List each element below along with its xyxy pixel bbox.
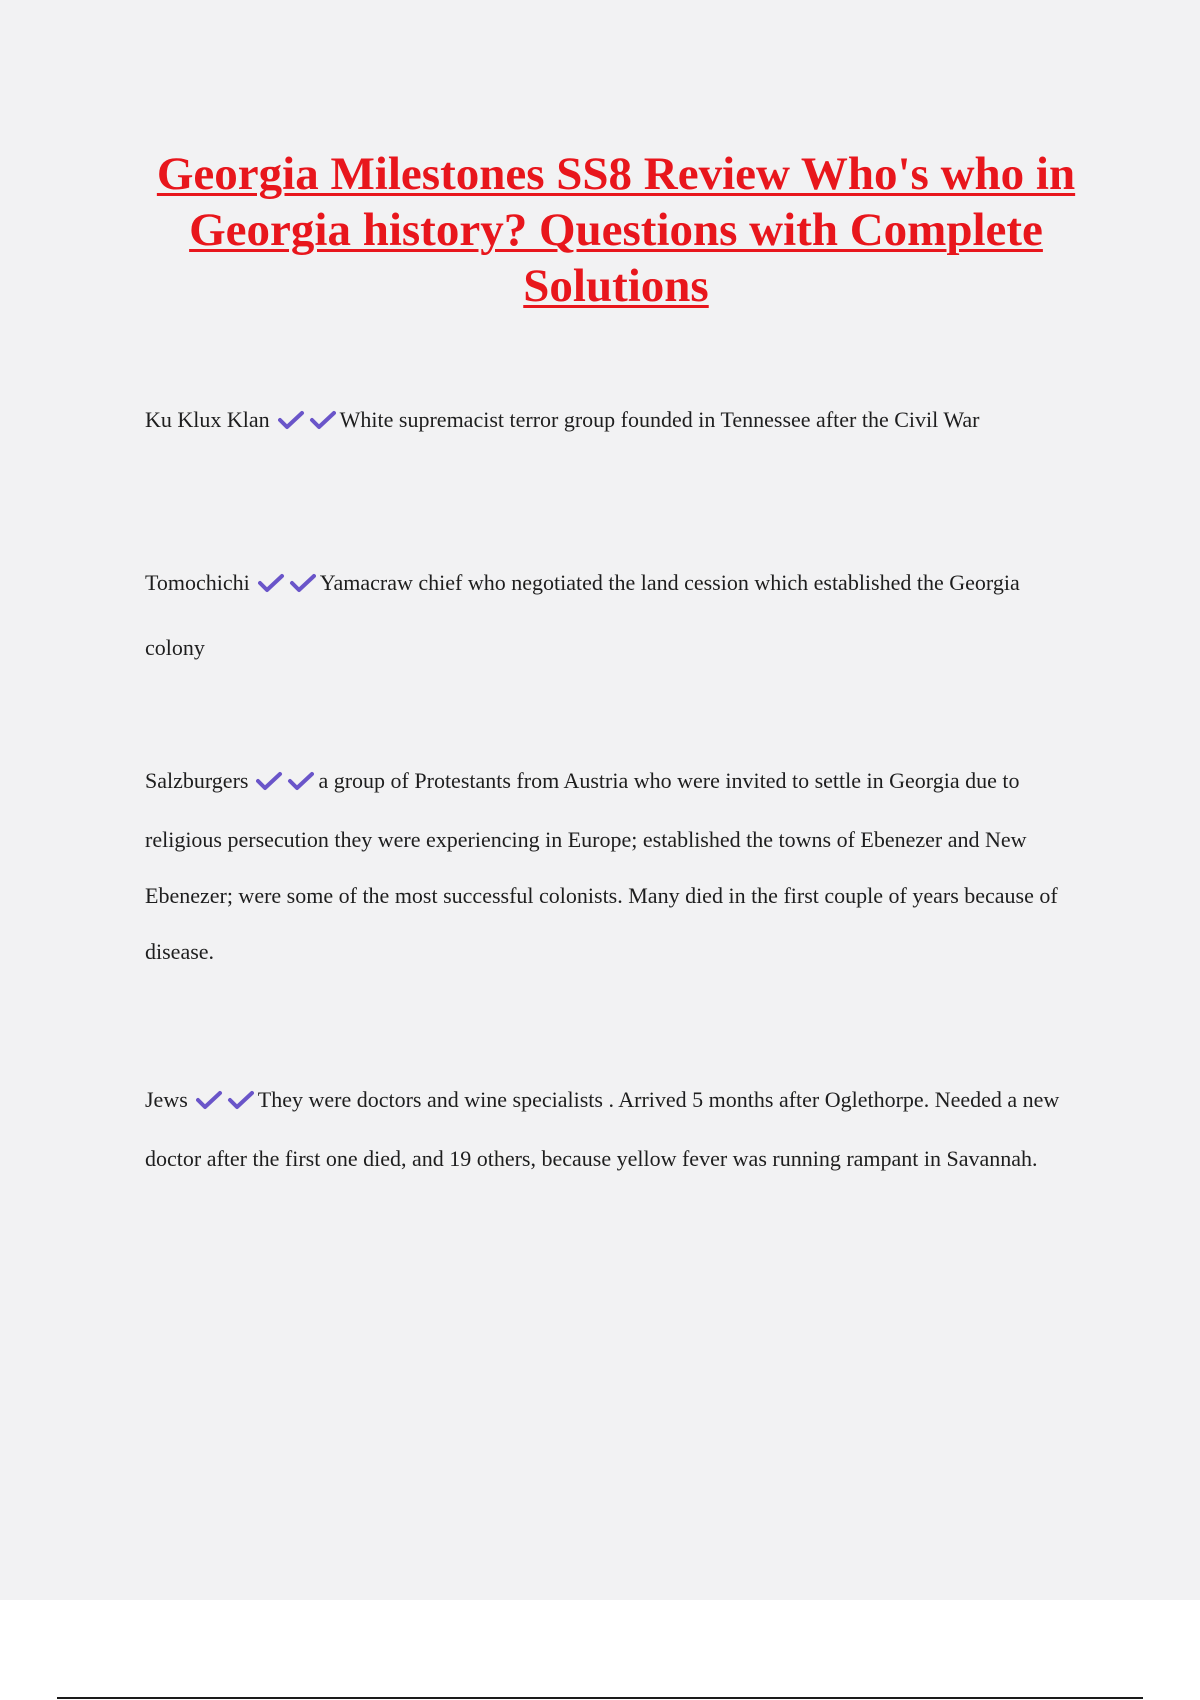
qa-entry — [145, 402, 1090, 441]
footer-divider — [57, 1697, 1143, 1699]
entry-definition: They were doctors and wine specialists . Arrived 5 months after Oglethorpe. Needed a new doctor after the first one died, and 19 others, because yellow fever was running rampant in Savannah. — [145, 1087, 1060, 1171]
entry-term: Ku Klux Klan — [145, 407, 270, 432]
double-check-icon — [278, 405, 336, 441]
double-check-icon — [196, 1075, 254, 1131]
entry-definition: White supremacist terror group founded in Tennessee after the Civil War — [339, 407, 980, 432]
double-check-icon — [256, 756, 314, 812]
qa-entry — [145, 753, 1090, 980]
entry-definition: Yamacraw chief who negotiated the land cession which established the Georgia colony — [145, 570, 1020, 660]
entry-term: Tomochichi — [145, 570, 250, 595]
entry-term: Jews — [145, 1087, 188, 1112]
entry-definition: a group of Protestants from Austria who were invited to settle in Georgia due to religious persecution they were experiencing in Europe; established the towns of Ebenezer and New Ebenezer; were some of the most successful colonists. Many died in the first couple of years because of disease. — [145, 768, 1058, 964]
page-title: Georgia Milestones SS8 Review Who's who in Georgia history? Questions with Complete Solutions — [156, 148, 1076, 312]
qa-entry — [145, 1072, 1090, 1187]
double-check-icon — [258, 555, 316, 617]
entry-term: Salzburgers — [145, 768, 249, 793]
qa-entry — [145, 552, 1035, 679]
